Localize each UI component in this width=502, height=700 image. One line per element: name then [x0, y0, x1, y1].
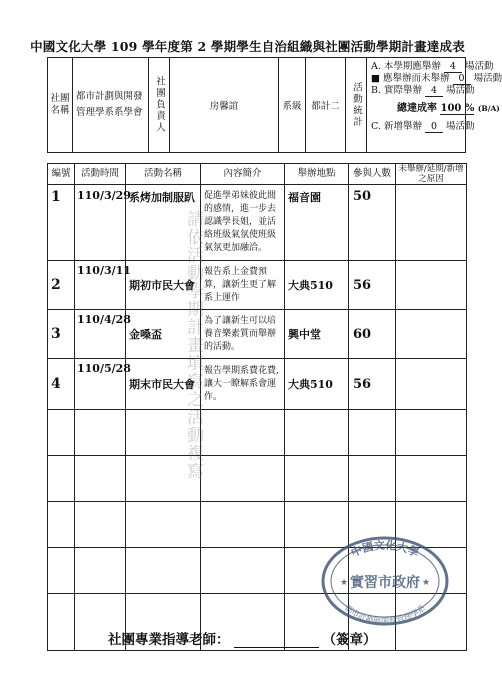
club-name-cell	[73, 58, 149, 152]
club-name-label-part: 名稱	[50, 105, 70, 116]
advisor-label: 社團專業指導老師：	[108, 632, 230, 648]
row-reason	[396, 310, 467, 359]
table-row	[48, 310, 467, 359]
stat-c	[371, 121, 475, 133]
stamp-star-left-icon: ★	[340, 578, 349, 588]
header-desc: 內容簡介	[201, 164, 285, 185]
advisor-signature-line	[108, 628, 377, 648]
row-desc: 促進學弟妹彼此間的感情，進一步去認識學長姐，並活絡班級氣氛使班級氣氛更加融洽。	[201, 185, 285, 261]
row-date: 110/3/29	[75, 185, 126, 261]
stats-cell	[367, 58, 502, 152]
header-date: 活動時間	[75, 164, 126, 185]
row-place: 大典510	[285, 359, 349, 410]
header-no: 編號	[48, 164, 75, 185]
stat-b-value: 4	[425, 86, 443, 97]
row-date: 110/4/28	[75, 310, 126, 359]
header-reason: 未舉辦/延期/新增之原因	[396, 164, 467, 185]
stat-a	[371, 61, 493, 73]
leader-cell	[170, 58, 279, 152]
stamp-center-text: 實習市政府	[350, 575, 420, 591]
row-place: 大典510	[285, 261, 349, 310]
empty-row	[48, 456, 467, 502]
row-no: 3	[48, 310, 75, 359]
empty-cell	[48, 410, 75, 456]
empty-cell	[75, 502, 126, 548]
empty-cell	[48, 502, 75, 548]
stat-b-label: B. 實際舉辦	[371, 85, 423, 96]
row-name: 期末市民大會	[126, 359, 201, 410]
club-name-label-cell	[48, 58, 73, 152]
stat-not-held-label: ■ 應舉辦而未舉辦	[371, 73, 450, 84]
dept-cell	[306, 58, 346, 152]
row-no: 2	[48, 261, 75, 310]
row-name: 期初市民大會	[126, 261, 201, 310]
club-name: 都市計劃與開發管理學系系學會	[76, 91, 143, 118]
stat-not-held-value: 0	[453, 74, 471, 85]
row-name: 系烤加制服趴	[126, 185, 201, 261]
dept-label-cell	[279, 58, 306, 152]
sign-note: （簽章）	[322, 632, 377, 648]
leader-label: 社團負責人	[154, 76, 165, 134]
stats-label: 活動統計	[351, 82, 362, 128]
row-name: 金嗓盃	[126, 310, 201, 359]
official-seal-stamp	[320, 535, 450, 627]
row-count: 60	[349, 310, 396, 359]
row-place: 興中堂	[285, 310, 349, 359]
row-desc: 報告學期系費花費,讓大一瞭解系會運作。	[201, 359, 285, 410]
watermark-text: 請依活動學期計畫填寫之活動複寫	[183, 210, 203, 480]
table-row	[48, 185, 467, 261]
row-date: 110/3/11	[75, 261, 126, 310]
empty-cell	[75, 456, 126, 502]
empty-cell	[48, 594, 75, 651]
table-row	[48, 359, 467, 410]
row-date: 110/5/28	[75, 359, 126, 410]
stat-b-suffix: 場活動	[446, 85, 475, 96]
stat-c-label: C. 新增舉辦	[371, 121, 422, 132]
stat-c-suffix: 場活動	[446, 121, 475, 132]
empty-cell	[201, 410, 285, 456]
header-name: 活動名稱	[126, 164, 201, 185]
empty-cell	[201, 456, 285, 502]
empty-cell	[75, 410, 126, 456]
page-title: 中國文化大學 109 學年度第 2 學期學生自治組織與社團活動學期計畫達成表	[30, 39, 465, 54]
row-count: 56	[349, 261, 396, 310]
row-place: 福音園	[285, 185, 349, 261]
stamp-top-text: 中國文化大學	[349, 538, 421, 560]
stat-a-label: A. 本學期應舉辦	[371, 61, 441, 72]
empty-cell	[48, 548, 75, 594]
empty-cell	[285, 410, 349, 456]
stat-b	[371, 85, 475, 97]
leader-name: 房馨誼	[209, 101, 239, 112]
leader-label-cell	[149, 58, 170, 152]
row-reason	[396, 185, 467, 261]
empty-cell	[349, 410, 396, 456]
stat-rate-value: 100 %	[440, 103, 475, 114]
row-reason	[396, 359, 467, 410]
empty-cell	[126, 548, 201, 594]
empty-cell	[126, 410, 201, 456]
header-place: 舉辦地點	[285, 164, 349, 185]
table-header-row	[48, 164, 467, 185]
row-no: 1	[48, 185, 75, 261]
row-desc: 為了讓新生可以培養音樂素質而舉辦的活動。	[201, 310, 285, 359]
empty-cell	[201, 502, 285, 548]
club-name-label	[50, 93, 69, 117]
stat-not-held-suffix: 場活動	[473, 73, 502, 84]
header-count: 參與人數	[349, 164, 396, 185]
stat-rate	[397, 103, 500, 115]
empty-cell	[201, 548, 285, 594]
empty-cell	[396, 410, 467, 456]
dept-value: 都計二	[311, 101, 340, 112]
table-row	[48, 261, 467, 310]
stat-not-held	[371, 73, 502, 85]
signature-blank[interactable]	[234, 633, 319, 648]
svg-text:都市計劃與開發管理學系	[343, 603, 427, 626]
club-name-label-part: 社團	[50, 93, 70, 104]
row-reason	[396, 261, 467, 310]
empty-cell	[48, 456, 75, 502]
row-no: 4	[48, 359, 75, 410]
empty-cell	[349, 456, 396, 502]
stat-rate-label: 總達成率	[397, 103, 437, 114]
stat-c-value: 0	[425, 122, 443, 133]
empty-cell	[75, 548, 126, 594]
row-desc: 報告系上金費預算，讓新生更了解系上運作	[201, 261, 285, 310]
empty-cell	[126, 502, 201, 548]
empty-cell	[285, 456, 349, 502]
stat-a-value: 4	[444, 62, 462, 73]
empty-cell	[126, 456, 201, 502]
stat-a-suffix: 場活動	[464, 61, 494, 72]
empty-cell	[396, 456, 467, 502]
row-count: 56	[349, 359, 396, 410]
row-count: 50	[349, 185, 396, 261]
club-info-table	[47, 57, 502, 153]
empty-row	[48, 410, 467, 456]
dept-label: 系級	[282, 101, 302, 112]
stats-label-cell	[346, 58, 367, 152]
stamp-star-right-icon: ★	[422, 578, 431, 588]
stat-rate-formula: (B/A)	[477, 104, 500, 113]
stamp-bottom-text: 都市計劃與開發管理學系	[342, 603, 428, 625]
